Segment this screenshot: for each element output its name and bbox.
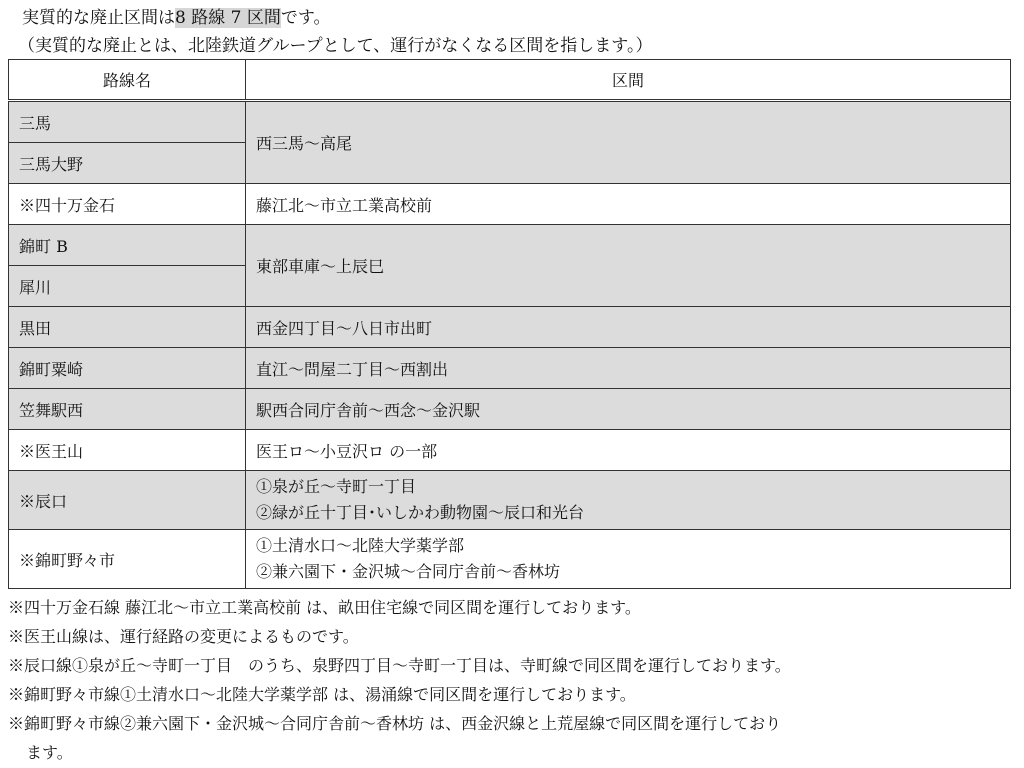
route-name: ※錦町野々市 (9, 530, 246, 589)
footnote: ※医王山線は、運行経路の変更によるものです。 (8, 627, 359, 646)
footnote: ※辰口線①泉が丘～寺町一丁目 のうち、泉野四丁目～寺町一丁目は、寺町線で同区間を運行しております。 (8, 656, 791, 675)
intro-highlight: 8 路線 7 区間 (175, 8, 281, 28)
route-name: 三馬 (9, 101, 246, 143)
table-row (9, 471, 1011, 530)
section-line: ②緑が丘十丁目･いしかわ動物園～辰口和光台 (256, 503, 585, 522)
table-row (9, 307, 1011, 348)
table-row (9, 184, 1011, 225)
section: 直江～問屋二丁目～西割出 (246, 348, 1011, 389)
route-name: ※医王山 (9, 430, 246, 471)
section: 西三馬～高尾 (246, 101, 1011, 184)
section: 医王ロ～小豆沢ロ の一部 (246, 430, 1011, 471)
header-section: 区間 (246, 60, 1011, 101)
route-name: 笠舞駅西 (9, 389, 246, 430)
header-route-name: 路線名 (9, 60, 246, 101)
table-row (9, 430, 1011, 471)
table-header-row (9, 60, 1011, 101)
route-name: 犀川 (9, 266, 246, 307)
intro-text (18, 4, 652, 60)
table-row (9, 389, 1011, 430)
footnote-continuation: ます。 (26, 743, 73, 762)
intro-line-2: （実質的な廃止とは、北陸鉄道グループとして、運行がなくなる区間を指します。） (18, 36, 653, 56)
section (246, 530, 1011, 589)
footnote: ※四十万金石線 藤江北～市立工業高校前 は、畝田住宅線で同区間を運行しております。 (8, 598, 641, 617)
footnote: ※錦町野々市線①土清水口～北陸大学薬学部 は、湯涌線で同区間を運行しております。 (8, 685, 636, 704)
intro-post: です。 (280, 8, 331, 28)
route-name: 黒田 (9, 307, 246, 348)
route-name: ※辰口 (9, 471, 246, 530)
abolished-routes-table (8, 59, 1011, 589)
route-name: 錦町粟崎 (9, 348, 246, 389)
route-name: 三馬大野 (9, 143, 246, 184)
section: 藤江北～市立工業高校前 (246, 184, 1011, 225)
route-name: 錦町 B (9, 225, 246, 266)
table-row (9, 348, 1011, 389)
intro-line-1 (18, 4, 652, 32)
table-row (9, 530, 1011, 589)
section (246, 471, 1011, 530)
section: 駅西合同庁舎前～西念～金沢駅 (246, 389, 1011, 430)
section-line: ①泉が丘～寺町一丁目 (256, 477, 417, 496)
footnote: ※錦町野々市線②兼六園下・金沢城～合同庁舎前～香林坊 は、西金沢線と上荒屋線で同区間を運行しており (8, 714, 782, 733)
table-row (9, 225, 1011, 266)
section-line: ①土清水口～北陸大学薬学部 (256, 536, 465, 555)
route-name: ※四十万金石 (9, 184, 246, 225)
footnotes (8, 593, 1020, 767)
table-row (9, 101, 1011, 143)
intro-pre: 実質的な廃止区間は (22, 8, 175, 28)
section: 東部車庫～上辰巳 (246, 225, 1011, 307)
section-line: ②兼六園下・金沢城～合同庁舎前～香林坊 (256, 562, 561, 581)
section: 西金四丁目～八日市出町 (246, 307, 1011, 348)
